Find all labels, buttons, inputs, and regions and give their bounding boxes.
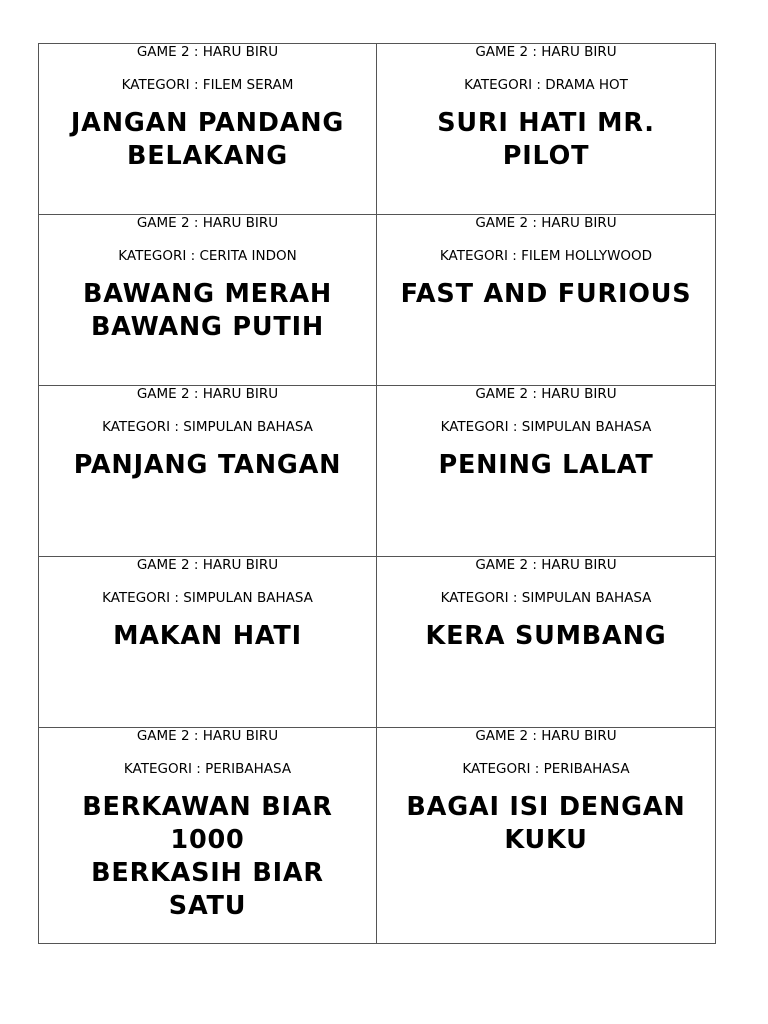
game-label: GAME 2 : HARU BIRU	[136, 44, 279, 60]
card	[377, 386, 716, 557]
answer-line: SATU	[168, 891, 247, 921]
game-label: GAME 2 : HARU BIRU	[475, 386, 617, 402]
game-label: GAME 2 : HARU BIRU	[136, 557, 279, 573]
card	[377, 557, 716, 728]
category-label: KATEGORI : PERIBAHASA	[462, 761, 630, 777]
game-label: GAME 2 : HARU BIRU	[475, 557, 617, 573]
card	[39, 386, 377, 557]
game-label: GAME 2 : HARU BIRU	[475, 215, 617, 231]
card	[39, 728, 377, 944]
game-label: GAME 2 : HARU BIRU	[136, 215, 279, 231]
category-label: KATEGORI : FILEM HOLLYWOOD	[439, 248, 653, 264]
category-label: KATEGORI : FILEM SERAM	[121, 77, 294, 93]
category-label: KATEGORI : SIMPULAN BAHASA	[102, 590, 313, 606]
answer-text	[383, 620, 709, 653]
answer-line: BAWANG PUTIH	[90, 312, 325, 342]
answer-line: PANJANG TANGAN	[73, 450, 342, 480]
card	[377, 728, 716, 944]
game-label: GAME 2 : HARU BIRU	[136, 386, 279, 402]
category-label: KATEGORI : SIMPULAN BAHASA	[440, 590, 652, 606]
game-label: GAME 2 : HARU BIRU	[475, 44, 617, 60]
category-label: KATEGORI : SIMPULAN BAHASA	[440, 419, 652, 435]
answer-line: PILOT	[502, 141, 590, 171]
card-row	[39, 386, 716, 557]
answer-text	[45, 449, 370, 482]
card	[377, 215, 716, 386]
category-label: KATEGORI : CERITA INDON	[118, 248, 297, 264]
answer-line: BERKAWAN BIAR	[82, 792, 333, 822]
answer-text	[383, 449, 709, 482]
card-sheet	[38, 43, 715, 951]
category-label: KATEGORI : SIMPULAN BAHASA	[102, 419, 313, 435]
card	[377, 44, 716, 215]
card-row	[39, 215, 716, 386]
card	[39, 44, 377, 215]
category-label: KATEGORI : PERIBAHASA	[123, 761, 292, 777]
answer-line: KERA SUMBANG	[425, 621, 667, 651]
answer-line: 1000	[170, 825, 245, 855]
answer-line: KUKU	[504, 825, 588, 855]
answer-text	[45, 278, 370, 344]
answer-line: MAKAN HATI	[113, 621, 302, 651]
answer-text	[45, 107, 370, 173]
answer-text	[383, 107, 709, 173]
card-row	[39, 557, 716, 728]
answer-line: PENING LALAT	[438, 450, 654, 480]
category-label: KATEGORI : DRAMA HOT	[464, 77, 628, 93]
answer-text	[383, 278, 709, 311]
answer-text	[383, 791, 709, 857]
game-label: GAME 2 : HARU BIRU	[475, 728, 617, 744]
card-row	[39, 728, 716, 944]
answer-line: JANGAN PANDANG	[70, 108, 345, 138]
game-label: GAME 2 : HARU BIRU	[136, 728, 279, 744]
answer-line: BAGAI ISI DENGAN	[406, 792, 686, 822]
answer-text	[45, 620, 370, 653]
answer-line: BERKASIH BIAR	[91, 858, 324, 888]
answer-text	[45, 791, 370, 923]
answer-line: SURI HATI MR.	[437, 108, 655, 138]
answer-line: BELAKANG	[126, 141, 288, 171]
card-grid	[38, 43, 716, 944]
answer-line: FAST AND FURIOUS	[400, 279, 692, 309]
answer-line: BAWANG MERAH	[83, 279, 332, 309]
card	[39, 557, 377, 728]
card	[39, 215, 377, 386]
card-row	[39, 44, 716, 215]
